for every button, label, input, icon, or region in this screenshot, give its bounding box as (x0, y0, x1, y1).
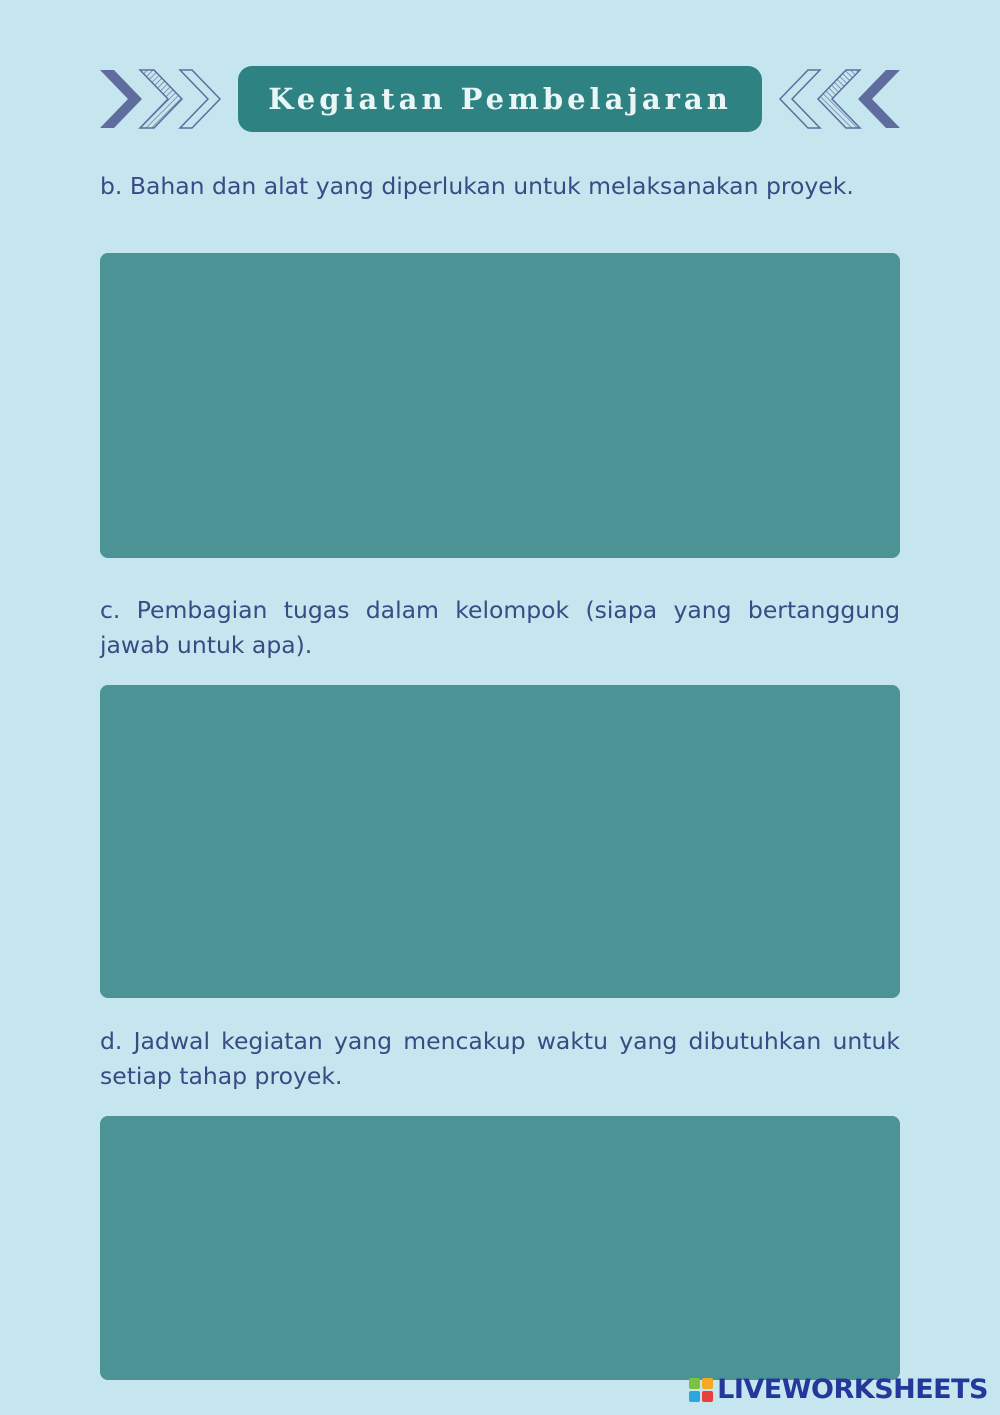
question-d: d. Jadwal kegiatan yang mencakup waktu yang dibutuhkan untuk setiap tahap proyek. (100, 1027, 900, 1090)
liveworksheets-logo-icon (689, 1378, 713, 1402)
answer-box-d[interactable] (100, 1116, 900, 1380)
chevron-left-arrows-icon (778, 66, 900, 132)
page-title: Kegiatan Pembelajaran (238, 66, 762, 132)
answer-box-b[interactable] (100, 253, 900, 558)
watermark-brand: LIVEWORKSHEETS (717, 1374, 988, 1405)
answer-box-c[interactable] (100, 685, 900, 998)
chevron-right-arrows-icon (100, 66, 222, 132)
header (100, 64, 900, 136)
question-c: c. Pembagian tugas dalam kelompok (siapa yang bertanggung jawab untuk apa). (100, 596, 900, 659)
question-b: b. Bahan dan alat yang diperlukan untuk melaksanakan proyek. (100, 172, 854, 200)
watermark[interactable] (689, 1374, 988, 1405)
